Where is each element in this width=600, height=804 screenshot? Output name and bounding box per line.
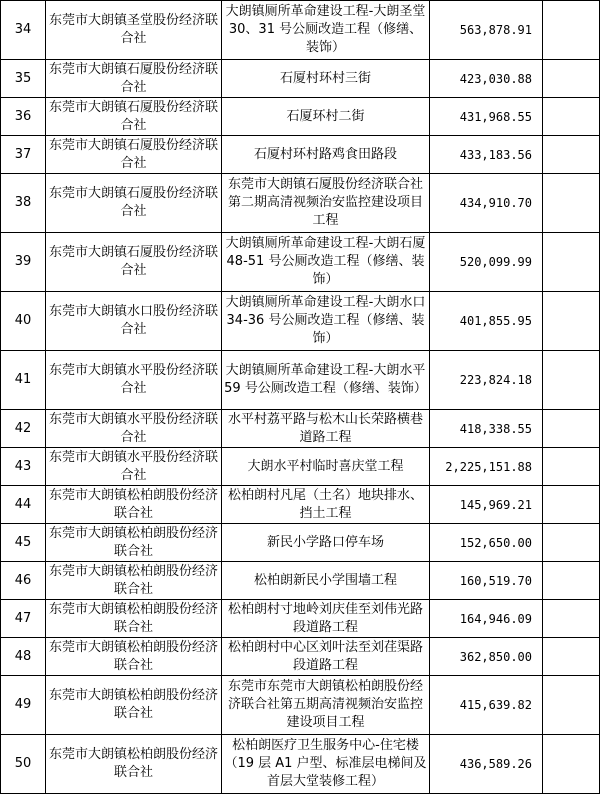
empty-cell — [543, 448, 600, 486]
unit-name: 东莞市大朗镇松柏朗股份经济联合社 — [46, 676, 222, 735]
amount: 436,589.26 — [430, 735, 543, 794]
unit-name: 东莞市大朗镇水平股份经济联合社 — [46, 448, 222, 486]
project-name: 松柏朗新民小学围墙工程 — [222, 562, 430, 600]
project-name: 松柏朗村凡尾（土名）地块排水、挡土工程 — [222, 486, 430, 524]
unit-name: 东莞市大朗镇石厦股份经济联合社 — [46, 233, 222, 292]
amount: 145,969.21 — [430, 486, 543, 524]
table-row — [1, 638, 600, 676]
unit-name: 东莞市大朗镇石厦股份经济联合社 — [46, 98, 222, 136]
unit-name: 东莞市大朗镇松柏朗股份经济联合社 — [46, 562, 222, 600]
project-name: 松柏朗医疗卫生服务中心-住宅楼（19 层 A1 户型、标准层电梯间及首层大堂装修工程） — [222, 735, 430, 794]
project-name: 大朗镇厕所革命建设工程-大朗圣堂 30、31 号公厕改造工程（修缮、装饰） — [222, 1, 430, 60]
unit-name: 东莞市大朗镇松柏朗股份经济联合社 — [46, 524, 222, 562]
amount: 152,650.00 — [430, 524, 543, 562]
table-row — [1, 600, 600, 638]
unit-name: 东莞市大朗镇松柏朗股份经济联合社 — [46, 735, 222, 794]
empty-cell — [543, 562, 600, 600]
empty-cell — [543, 136, 600, 174]
amount: 520,099.99 — [430, 233, 543, 292]
amount: 362,850.00 — [430, 638, 543, 676]
unit-name: 东莞市大朗镇水口股份经济联合社 — [46, 292, 222, 351]
amount: 223,824.18 — [430, 351, 543, 410]
table-row — [1, 486, 600, 524]
project-name: 东莞市东莞市大朗镇松柏朗股份经济联合社第五期高清视频治安监控建设项目工程 — [222, 676, 430, 735]
amount: 433,183.56 — [430, 136, 543, 174]
row-number: 39 — [1, 233, 46, 292]
empty-cell — [543, 98, 600, 136]
row-number: 40 — [1, 292, 46, 351]
row-number: 48 — [1, 638, 46, 676]
unit-name: 东莞市大朗镇石厦股份经济联合社 — [46, 60, 222, 98]
unit-name: 东莞市大朗镇松柏朗股份经济联合社 — [46, 486, 222, 524]
unit-name: 东莞市大朗镇松柏朗股份经济联合社 — [46, 638, 222, 676]
unit-name: 东莞市大朗镇石厦股份经济联合社 — [46, 174, 222, 233]
row-number: 35 — [1, 60, 46, 98]
empty-cell — [543, 524, 600, 562]
amount: 423,030.88 — [430, 60, 543, 98]
unit-name: 东莞市大朗镇松柏朗股份经济联合社 — [46, 600, 222, 638]
row-number: 41 — [1, 351, 46, 410]
row-number: 36 — [1, 98, 46, 136]
amount: 401,855.95 — [430, 292, 543, 351]
table-row — [1, 136, 600, 174]
empty-cell — [543, 233, 600, 292]
project-name: 大朗镇厕所革命建设工程-大朗水口 34-36 号公厕改造工程（修缮、装饰） — [222, 292, 430, 351]
empty-cell — [543, 1, 600, 60]
project-name: 石厦村环村路鸡食田路段 — [222, 136, 430, 174]
unit-name: 东莞市大朗镇圣堂股份经济联合社 — [46, 1, 222, 60]
table-row — [1, 292, 600, 351]
project-name: 松柏朗村中心区刘叶法至刘荏渠路段道路工程 — [222, 638, 430, 676]
empty-cell — [543, 410, 600, 448]
empty-cell — [543, 292, 600, 351]
table-row — [1, 524, 600, 562]
table-row — [1, 174, 600, 233]
project-name: 大朗水平村临时喜庆堂工程 — [222, 448, 430, 486]
empty-cell — [543, 486, 600, 524]
empty-cell — [543, 735, 600, 794]
amount: 160,519.70 — [430, 562, 543, 600]
row-number: 37 — [1, 136, 46, 174]
row-number: 42 — [1, 410, 46, 448]
empty-cell — [543, 638, 600, 676]
table-row — [1, 410, 600, 448]
amount: 418,338.55 — [430, 410, 543, 448]
amount: 2,225,151.88 — [430, 448, 543, 486]
empty-cell — [543, 676, 600, 735]
row-number: 50 — [1, 735, 46, 794]
amount: 434,910.70 — [430, 174, 543, 233]
unit-name: 东莞市大朗镇石厦股份经济联合社 — [46, 136, 222, 174]
row-number: 34 — [1, 1, 46, 60]
project-name: 石厦村环村三街 — [222, 60, 430, 98]
project-name: 石厦环村二街 — [222, 98, 430, 136]
row-number: 44 — [1, 486, 46, 524]
empty-cell — [543, 60, 600, 98]
table-row — [1, 735, 600, 794]
table-row — [1, 1, 600, 60]
table-row — [1, 351, 600, 410]
amount: 431,968.55 — [430, 98, 543, 136]
table-row — [1, 562, 600, 600]
row-number: 43 — [1, 448, 46, 486]
empty-cell — [543, 351, 600, 410]
row-number: 38 — [1, 174, 46, 233]
amount: 415,639.82 — [430, 676, 543, 735]
row-number: 49 — [1, 676, 46, 735]
unit-name: 东莞市大朗镇水平股份经济联合社 — [46, 410, 222, 448]
project-name: 松柏朗村寸地岭刘庆佳至刘伟光路段道路工程 — [222, 600, 430, 638]
empty-cell — [543, 174, 600, 233]
table-row — [1, 233, 600, 292]
table-row — [1, 676, 600, 735]
project-name: 大朗镇厕所革命建设工程-大朗石厦 48-51 号公厕改造工程（修缮、装饰） — [222, 233, 430, 292]
row-number: 45 — [1, 524, 46, 562]
table-row — [1, 98, 600, 136]
table-row — [1, 448, 600, 486]
project-name: 东莞市大朗镇石厦股份经济联合社第二期高清视频治安监控建设项目工程 — [222, 174, 430, 233]
project-name: 大朗镇厕所革命建设工程-大朗水平 59 号公厕改造工程（修缮、装饰） — [222, 351, 430, 410]
row-number: 46 — [1, 562, 46, 600]
amount: 164,946.09 — [430, 600, 543, 638]
table-row — [1, 60, 600, 98]
unit-name: 东莞市大朗镇水平股份经济联合社 — [46, 351, 222, 410]
amount: 563,878.91 — [430, 1, 543, 60]
row-number: 47 — [1, 600, 46, 638]
project-name: 水平村荔平路与松木山长荣路横巷道路工程 — [222, 410, 430, 448]
project-name: 新民小学路口停车场 — [222, 524, 430, 562]
empty-cell — [543, 600, 600, 638]
